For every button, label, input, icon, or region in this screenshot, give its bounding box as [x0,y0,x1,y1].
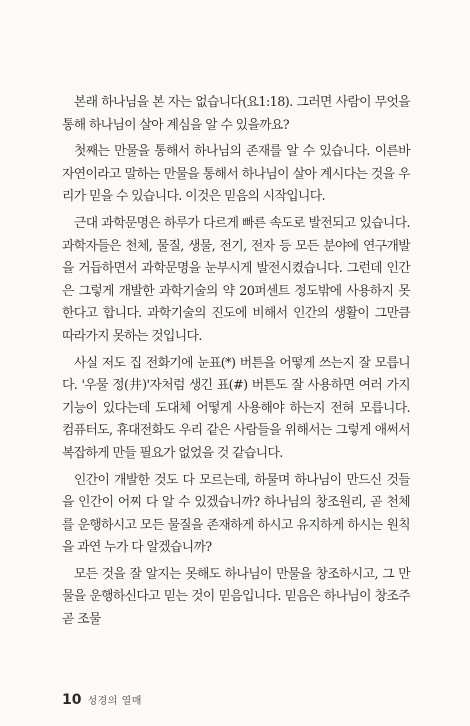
body-text [62,92,410,634]
paragraph: 근대 과학문명은 하루가 다르게 빠른 속도로 발전되고 있습니다. 과학자들은 천체, 물질, 생물, 전기, 전자 등 모든 분야에 연구개발을 거듭하면서 과학문명을 눈부시게 발전시켰습니다. 그런데 인간은 그렇게 개발한 과학기술의 약 20퍼센트 정도밖에 사용하지 못한다고 합니다. 과학기술의 진도에 비해서 인간의 생활이 그만큼 따라가지 못하는 것입니다. [62,215,410,344]
paragraph: 첫째는 만물을 통해서 하나님의 존재를 알 수 있습니다. 이른바 자연이라고 말하는 만물을 통해서 하나님이 살아 계시다는 것을 우리가 믿을 수 있습니다. 이것은 믿음의 시작입니다. [62,144,410,205]
running-title: 성경의 열매 [87,696,142,707]
paragraph: 인간이 개발한 것도 다 모르는데, 하물며 하나님이 만드신 것들을 인간이 어찌 다 알 수 있겠습니까? 하나님의 창조원리, 곧 천체를 운행하시고 모든 물질을 존재하게 하시고 유지하게 하시는 원칙을 과연 누가 다 알겠습니까? [62,472,410,556]
page-footer [62,692,142,708]
paragraph: 모든 것을 잘 알지는 못해도 하나님이 만물을 창조하시고, 그 만물을 운행하신다고 믿는 것이 믿음입니다. 믿음은 하나님이 창조주 곧 조물 [62,566,410,628]
page-number: 10 [62,692,82,708]
paragraph: 사실 저도 집 전화기에 눈표(*) 버튼을 어떻게 쓰는지 잘 모릅니다. '우물 정(井)'자처럼 생긴 표(#) 버튼도 잘 사용하면 여러 가지 기능이 있다는데 도대체 어떻게 사용해야 하는지 전혀 모릅니다. 컴퓨터도, 휴대전화도 우리 같은 사람들을 위해서는 그렇게 애써서 복잡하게 만들 필요가 없었을 것 같습니다. [62,355,410,461]
paragraph: 본래 하나님을 본 자는 없습니다(요1:18). 그러면 사람이 무엇을 통해 하나님이 살아 계심을 알 수 있을까요? [62,95,410,133]
